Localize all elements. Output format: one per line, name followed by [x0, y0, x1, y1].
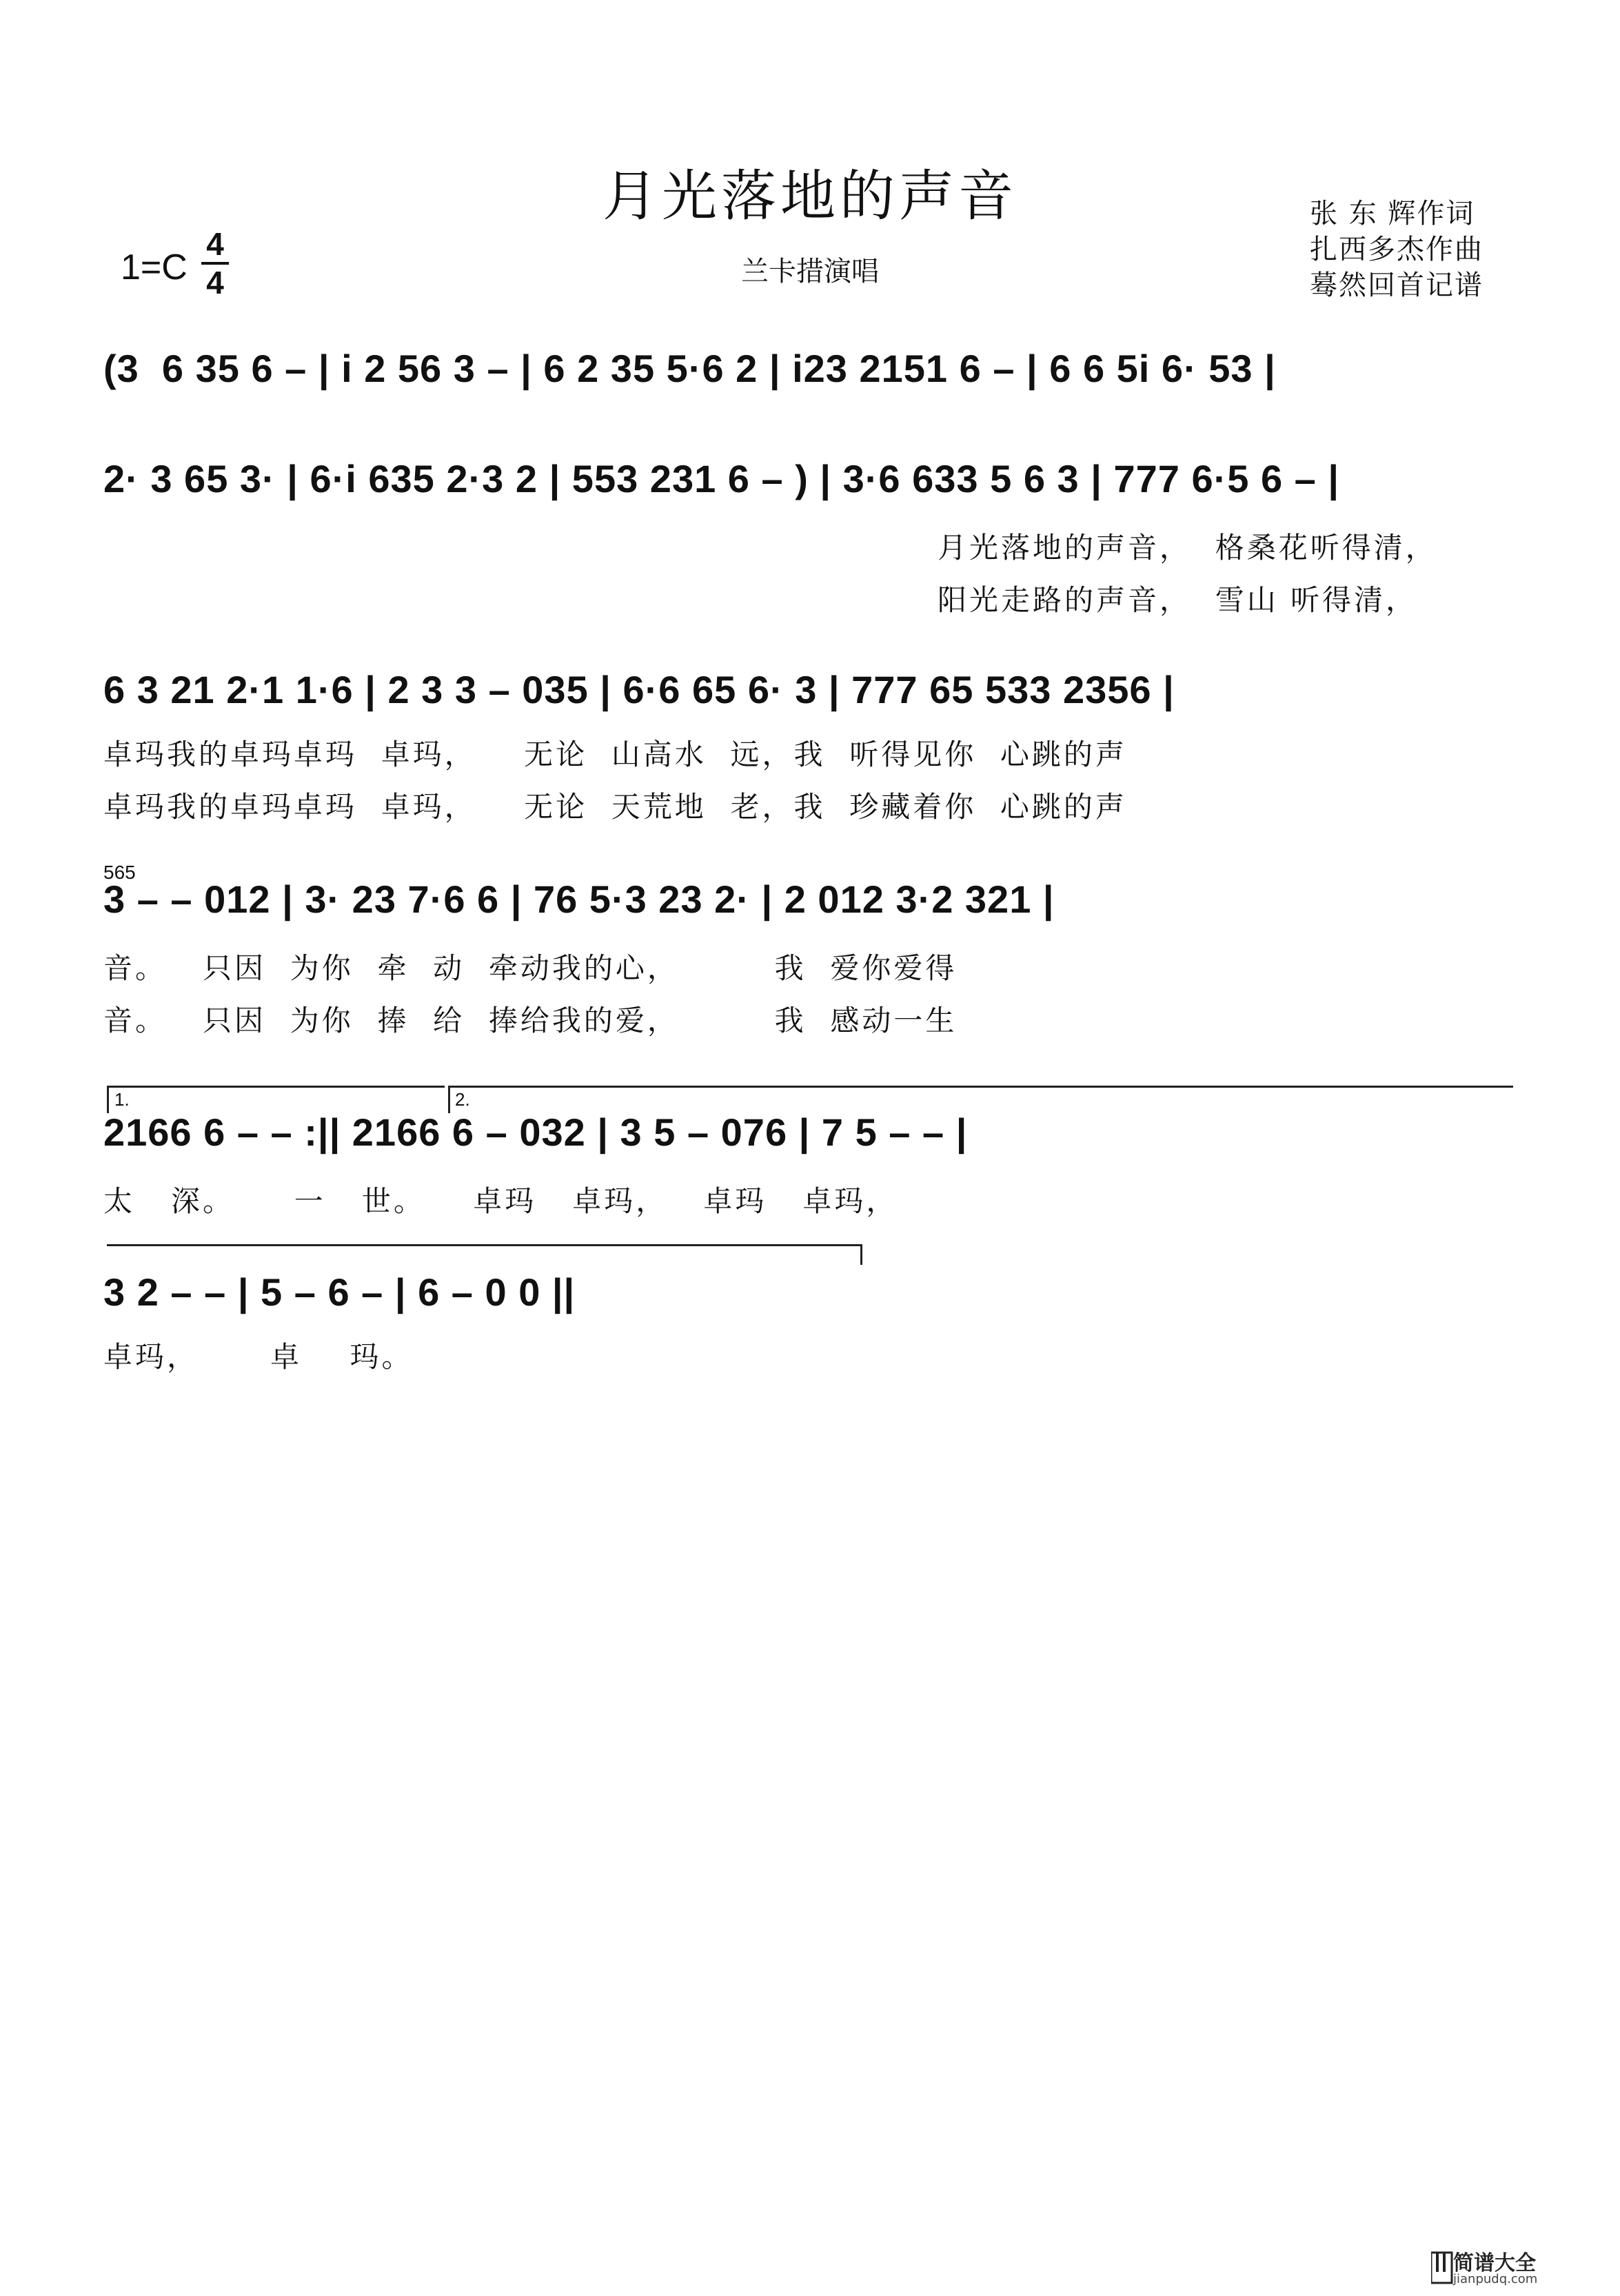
- lyric-line-2-verse-2: 阳光走路的声音， 雪山 听得清，: [938, 583, 1418, 617]
- lyric-line-4-verse-2: 音。 只因 为你 捧 给 捧给我的爱， 我 感动一生: [103, 1004, 958, 1037]
- score-line-5: 2166 6 – – :|| 2166 6 – 032 | 3 5 – 076 | 7 5 – – |: [103, 1110, 968, 1154]
- volta-1-label: 1.: [114, 1089, 130, 1110]
- lyric-line-3-verse-1: 卓玛我的卓玛卓玛 卓玛， 无论 山高水 远，我 听得见你 心跳的声: [103, 738, 1127, 771]
- key-signature: 1=C: [121, 247, 188, 287]
- volta-2-label: 2.: [455, 1089, 470, 1110]
- watermark-name: 简谱大全: [1453, 2251, 1536, 2275]
- ending-bracket-tick: [860, 1244, 862, 1265]
- time-signature-bottom: 4: [206, 265, 224, 301]
- volta-2-tick: [448, 1086, 450, 1113]
- score-line-6: 3 2 – – | 5 – 6 – | 6 – 0 0 ||: [103, 1270, 576, 1314]
- lyric-line-4-verse-1: 音。 只因 为你 牵 动 牵动我的心， 我 爱你爱得: [103, 951, 958, 985]
- score-line-1: (3 6 35 6 – | i 2 56 3 – | 6 2 35 5·6 2 | i23 2151 6 – | 6 6 5i 6· 53 |: [103, 347, 1276, 390]
- volta-1-tick: [107, 1086, 109, 1113]
- watermark-url: jianpudq.com: [1453, 2272, 1538, 2286]
- score-line-4: 3 – – 012 | 3· 23 7·6 6 | 76 5·3 23 2· | 2 012 3·2 321 |: [103, 877, 1055, 921]
- lyric-line-3-verse-2: 卓玛我的卓玛卓玛 卓玛， 无论 天荒地 老，我 珍藏着你 心跳的声: [103, 790, 1127, 824]
- singer-credit: 兰卡措演唱: [741, 256, 879, 287]
- score-line-3: 6 3 21 2·1 1·6 | 2 3 3 – 035 | 6·6 65 6· 3 | 777 65 533 2356 |: [103, 668, 1175, 711]
- grace-notes: 565: [103, 862, 136, 883]
- transcriber-credit: 蓦然回首记谱: [1310, 270, 1484, 301]
- volta-1-bracket: [107, 1086, 445, 1088]
- lyric-line-2-verse-1: 月光落地的声音， 格桑花听得清，: [938, 531, 1437, 565]
- lyric-line-6: 卓玛， 卓 玛。: [103, 1340, 414, 1374]
- lyric-line-5: 太 深。 一 世。 卓玛 卓玛， 卓玛 卓玛，: [103, 1184, 898, 1218]
- ending-bracket: [107, 1244, 862, 1246]
- time-signature: [201, 227, 229, 299]
- volta-2-bracket: [448, 1086, 1513, 1088]
- score-line-2: 2· 3 65 3· | 6·i 635 2·3 2 | 553 231 6 – ) | 3·6 633 5 6 3 | 777 6·5 6 – |: [103, 457, 1340, 500]
- lyricist-credit: 张 东 辉作词: [1310, 198, 1475, 230]
- time-signature-top: 4: [206, 226, 224, 262]
- composer-credit: 扎西多杰作曲: [1310, 234, 1484, 265]
- song-title: 月光落地的声音: [603, 164, 1017, 228]
